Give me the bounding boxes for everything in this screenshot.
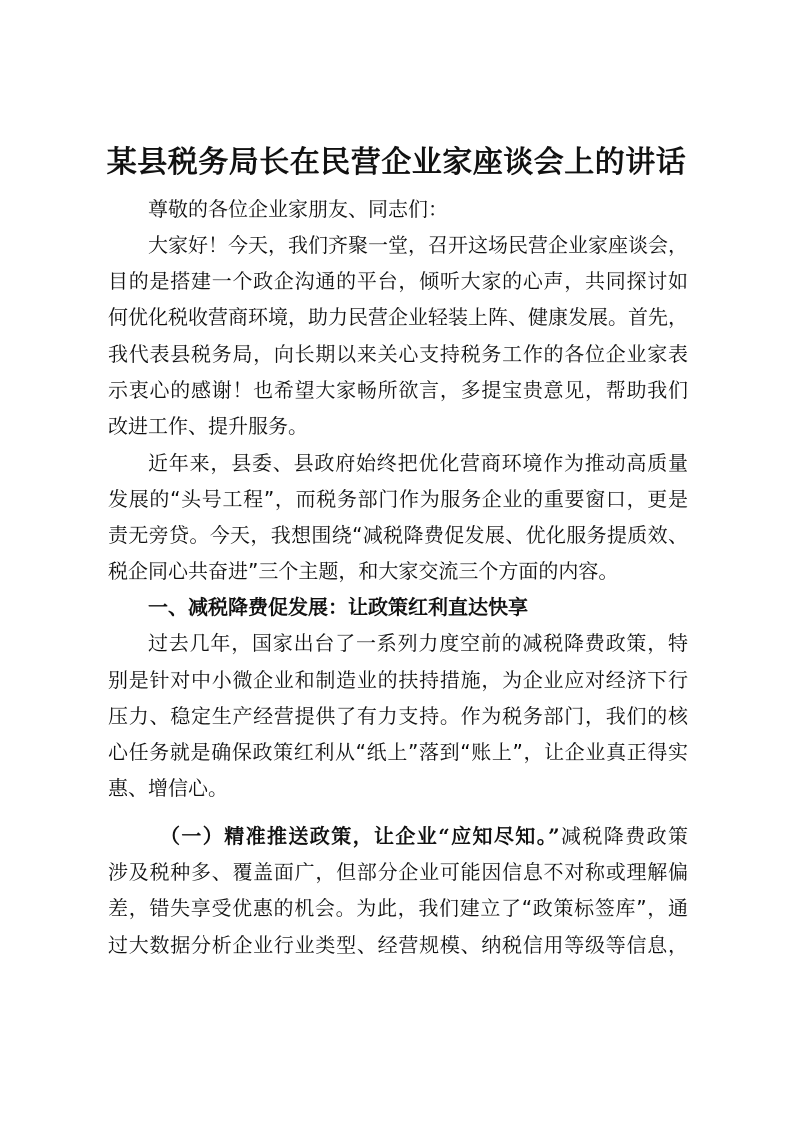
paragraph-1-line-3: 何优化税收营商环境，助力民营企业轻装上阵、健康发展。首先， xyxy=(108,305,688,329)
paragraph-4-line-1 xyxy=(160,824,688,848)
paragraph-1-line-4: 我代表县税务局，向长期以来关心支持税务工作的各位企业家表 xyxy=(108,342,688,366)
paragraph-4-line-4: 过大数据分析企业行业类型、经营规模、纳税信用等级等信息， xyxy=(108,933,688,957)
paragraph-1-line-2: 目的是搭建一个政企沟通的平台，倾听大家的心声，共同探讨如 xyxy=(108,269,688,293)
paragraph-3-line-3: 压力、稳定生产经营提供了有力支持。作为税务部门，我们的核 xyxy=(108,704,688,728)
paragraph-2-line-2: 发展的“头号工程”，而税务部门作为服务企业的重要窗口，更是 xyxy=(108,487,688,511)
paragraph-3-line-4: 心任务就是确保政策红利从“纸上”落到“账上”，让企业真正得实 xyxy=(108,740,688,764)
document-title: 某县税务局长在民营企业家座谈会上的讲话 xyxy=(106,145,687,180)
greeting-line: 尊敬的各位企业家朋友、同志们： xyxy=(148,197,448,221)
paragraph-1-line-1: 大家好！今天，我们齐聚一堂，召开这场民营企业家座谈会， xyxy=(148,233,688,257)
section-heading-1: 一、减税降费促发展：让政策红利直达快享 xyxy=(148,595,528,619)
paragraph-4-line-2: 涉及税种多、覆盖面广，但部分企业可能因信息不对称或理解偏 xyxy=(108,860,688,884)
paragraph-1-line-6: 改进工作、提升服务。 xyxy=(108,414,308,438)
paragraph-2-line-4: 税企同心共奋进”三个主题，和大家交流三个方面的内容。 xyxy=(108,559,619,583)
paragraph-4-line-3: 差，错失享受优惠的机会。为此，我们建立了“政策标签库”，通 xyxy=(108,896,688,920)
paragraph-3-line-1: 过去几年，国家出台了一系列力度空前的减税降费政策，特 xyxy=(148,631,688,655)
subsection-lead: （一）精准推送政策，让企业“应知尽知。” xyxy=(160,824,560,848)
paragraph-1-line-5: 示衷心的感谢！也希望大家畅所欲言，多提宝贵意见，帮助我们 xyxy=(108,378,688,402)
paragraph-3-line-2: 别是针对中小微企业和制造业的扶持措施，为企业应对经济下行 xyxy=(108,668,688,692)
paragraph-3-line-5: 惠、增信心。 xyxy=(108,776,228,800)
paragraph-2-line-1: 近年来，县委、县政府始终把优化营商环境作为推动高质量 xyxy=(148,451,688,475)
subsection-lead-rest: 减税降费政策 xyxy=(559,824,689,848)
paragraph-2-line-3: 责无旁贷。今天，我想围绕“减税降费促发展、优化服务提质效、 xyxy=(108,523,688,547)
